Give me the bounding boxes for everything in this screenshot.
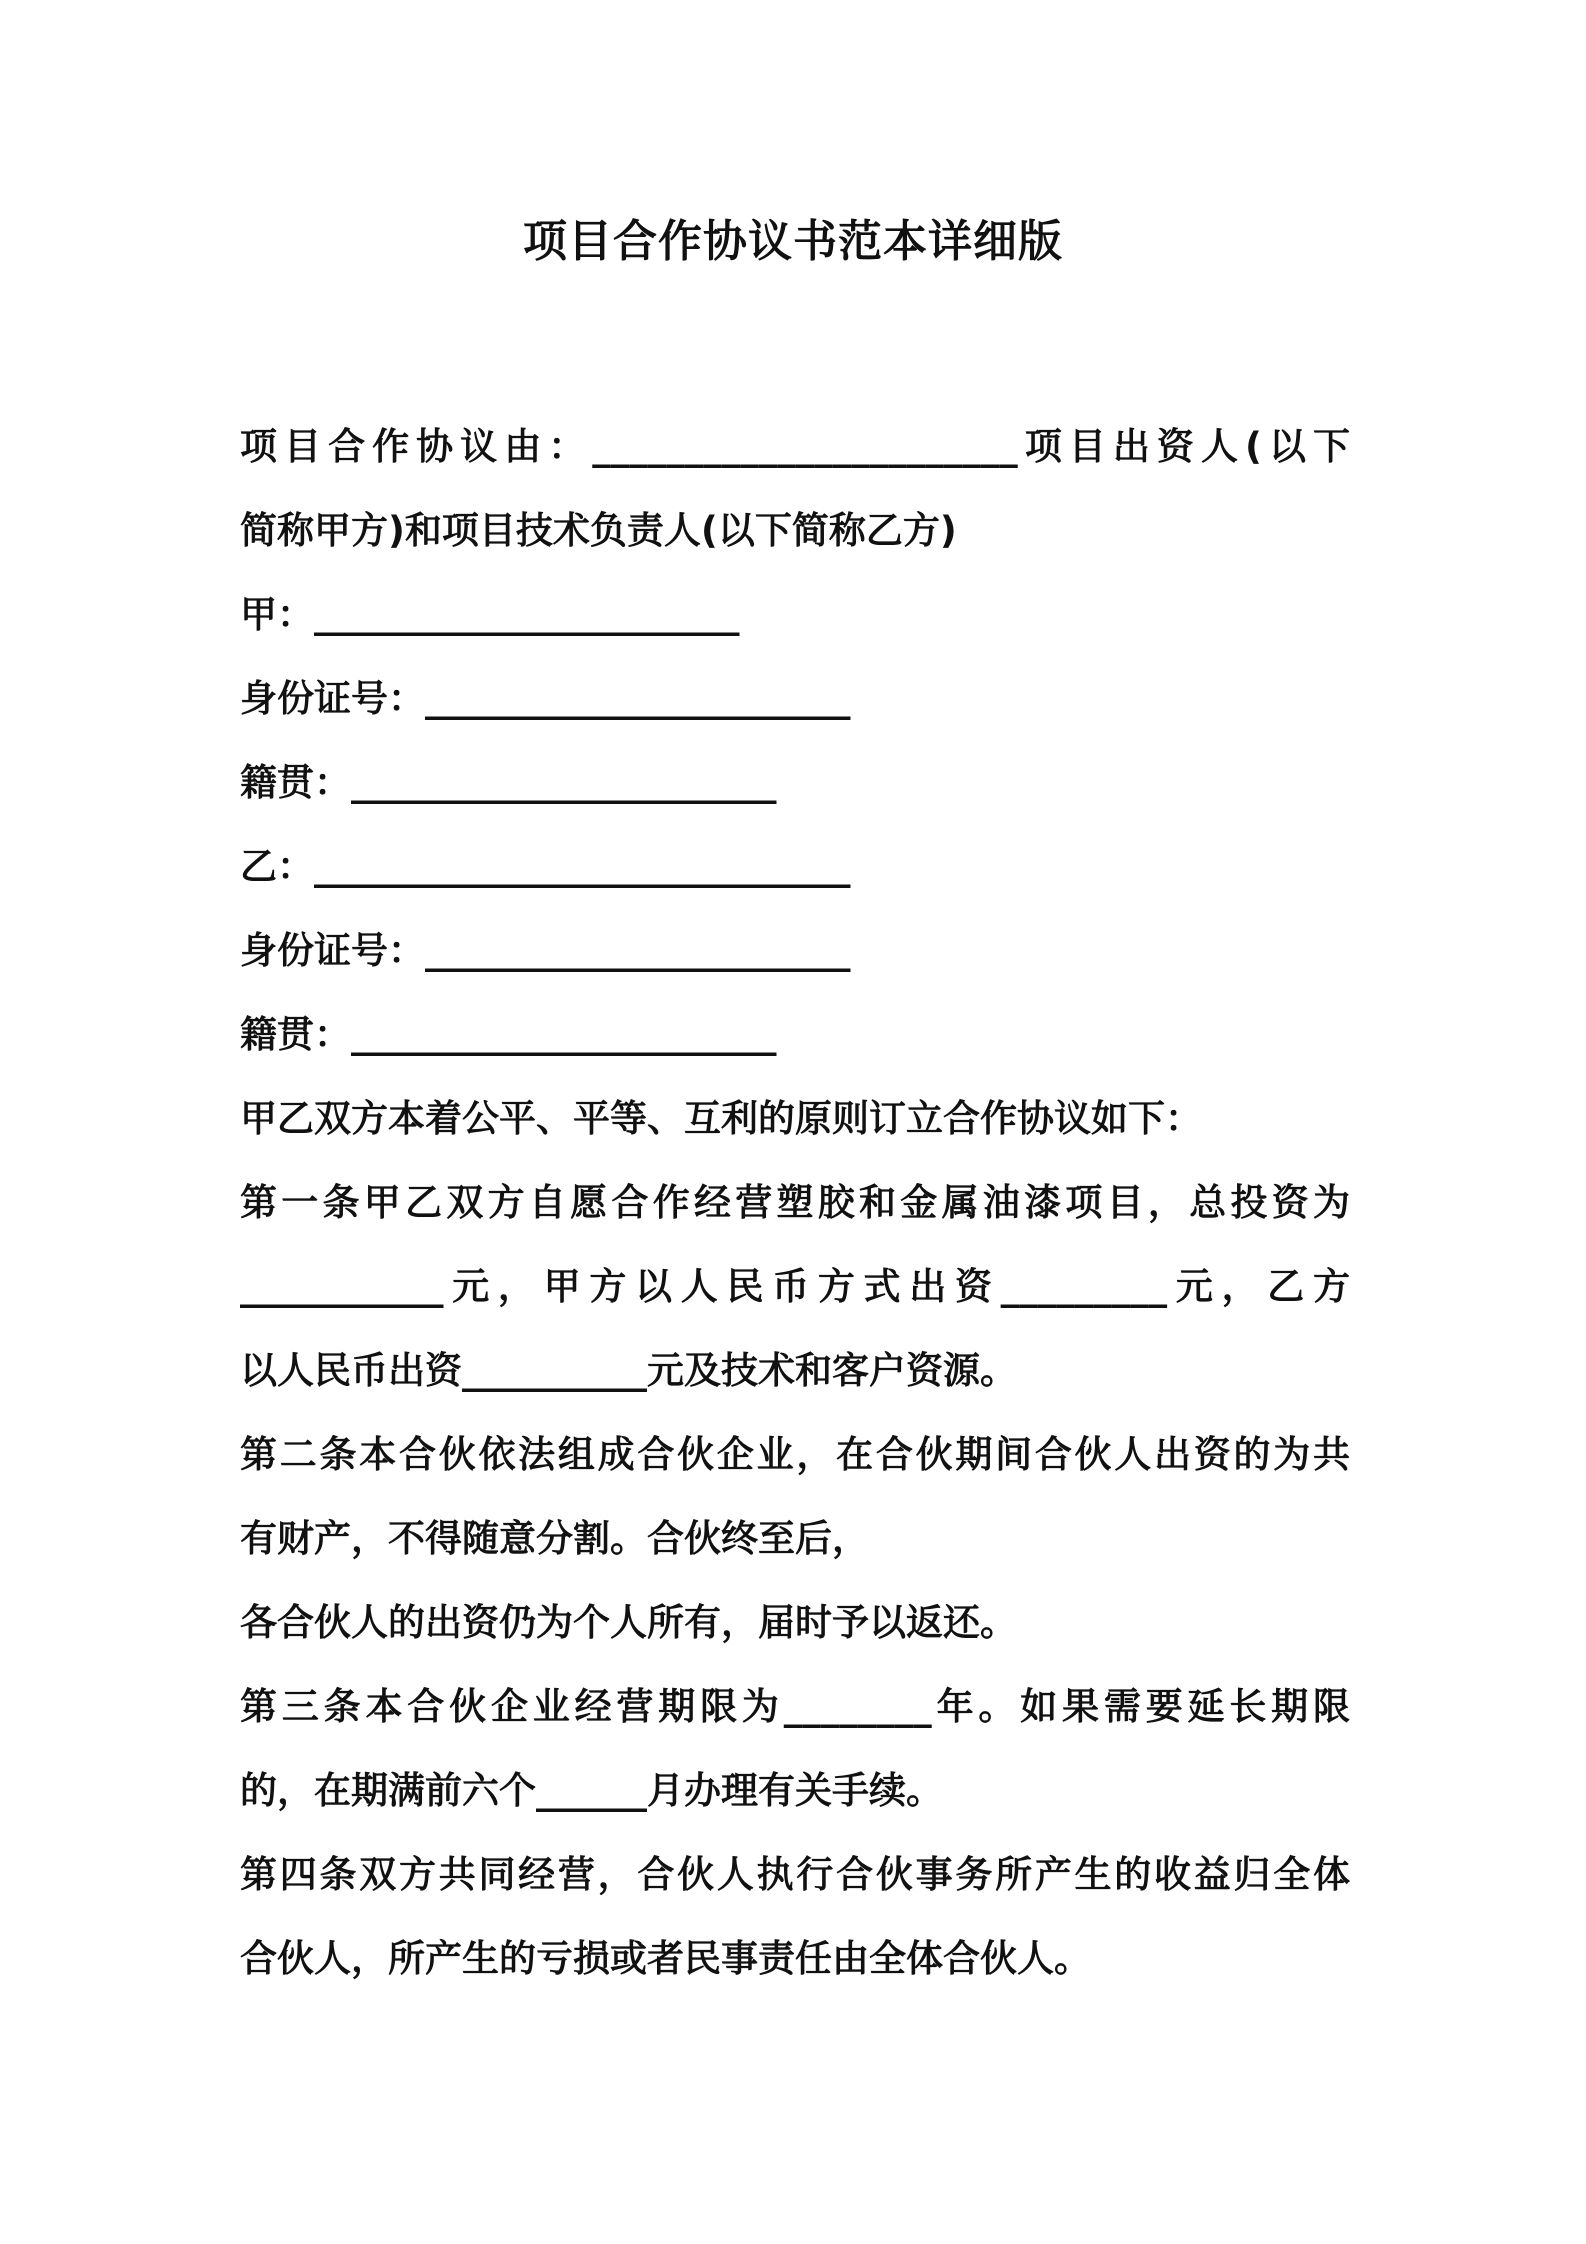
article-4-line-2: 合伙人，所产生的亏损或者民事责任由全体合伙人。 (240, 1937, 1091, 1980)
article-4-line-1: 第四条双方共同经营，合伙人执行合伙事务所产生的收益归全体 (240, 1853, 1350, 1896)
paragraph-line-intro-2: 简称甲方)和项目技术负责人(以下简称乙方) (240, 509, 957, 552)
field-party-a-id-number: 身份证号：_______________________ (240, 677, 851, 720)
field-party-a-native-place: 籍贯：_______________________ (240, 761, 777, 804)
field-party-b: 乙：_____________________________ (240, 845, 851, 888)
document-title: 项目合作协议书范本详细版 (523, 216, 1063, 267)
field-party-b-id-number: 身份证号：_______________________ (240, 929, 851, 972)
article-2-line-1: 第二条本合伙依法组成合伙企业，在合伙期间合伙人出资的为共 (240, 1433, 1350, 1476)
paragraph-line-intro-1: 项目合作协议由：_______________________项目出资人(以下 (240, 425, 1350, 468)
article-1-line-3: 以人民币出资__________元及技术和客户资源。 (240, 1349, 1017, 1392)
document-body (240, 405, 1350, 2001)
article-3-line-1: 第三条本合伙企业经营期限为________年。如果需要延长期限 (240, 1685, 1350, 1728)
article-1-line-1: 第一条甲乙双方自愿合作经营塑胶和金属油漆项目，总投资为 (240, 1181, 1350, 1224)
article-3-line-2: 的，在期满前六个______月办理有关手续。 (240, 1769, 943, 1812)
article-2-line-2: 有财产，不得随意分割。合伙终至后， (240, 1517, 869, 1560)
paragraph-line-principle: 甲乙双方本着公平、平等、互利的原则订立合作协议如下： (240, 1097, 1202, 1140)
article-1-line-2: ___________元，甲方以人民币方式出资_________元，乙方 (240, 1265, 1350, 1308)
field-party-a: 甲：_______________________ (240, 593, 740, 636)
article-2-line-3: 各合伙人的出资仍为个人所有，届时予以返还。 (240, 1601, 1017, 1644)
field-party-b-native-place: 籍贯：_______________________ (240, 1013, 777, 1056)
